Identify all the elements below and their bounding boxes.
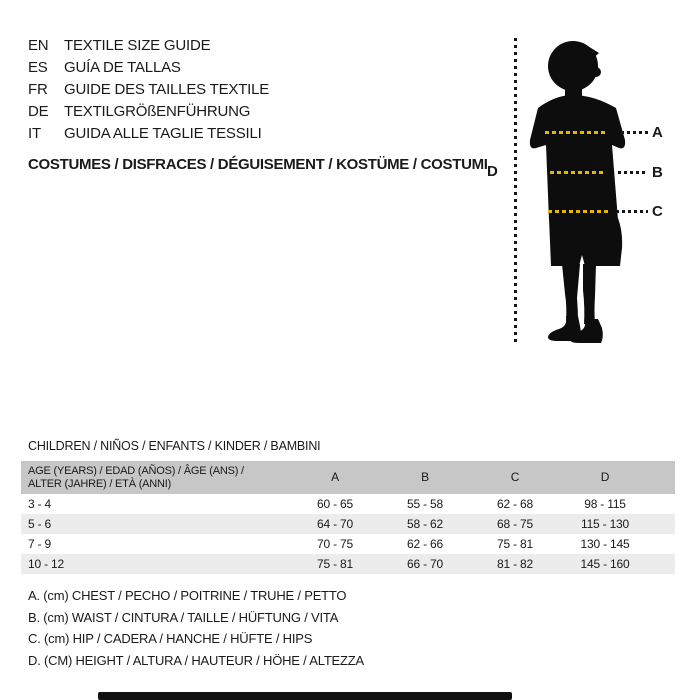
section-title-children: CHILDREN / NIÑOS / ENFANTS / KINDER / BAMBINI [28, 439, 321, 453]
age-cell: 7 - 9 [28, 537, 52, 551]
height-cell: 115 - 130 [580, 517, 630, 531]
language-row-en [28, 37, 210, 55]
hip-cell: 62 - 68 [497, 497, 533, 511]
measure-label-b: B [652, 164, 663, 181]
height-cell: 98 - 115 [584, 497, 626, 511]
language-label: TEXTILGRÖßENFÜHRUNG [64, 103, 251, 120]
language-row-it [28, 125, 262, 143]
column-header-c: C [510, 470, 520, 484]
language-label: GUÍA DE TALLAS [64, 59, 181, 76]
bottom-bar [98, 692, 512, 700]
age-header-line1: AGE (YEARS) / EDAD (AÑOS) / ÂGE (ANS) / [28, 464, 244, 477]
legend-hip: C. (cm) HIP / CADERA / HANCHE / HÜFTE / HIPS [28, 631, 313, 646]
category-title: COSTUMES / DISFRACES / DÉGUISEMENT / KOSTÜME / COSTUMI [28, 156, 488, 173]
legend-chest: A. (cm) CHEST / PECHO / POITRINE / TRUHE / PETTO [28, 588, 347, 603]
hip-cell: 75 - 81 [497, 537, 533, 551]
language-code: ES [28, 59, 48, 76]
column-header-b: B [421, 470, 429, 484]
age-column-header [21, 465, 290, 491]
language-code: EN [28, 37, 49, 54]
waist-cell: 58 - 62 [407, 517, 443, 531]
language-label: GUIDE DES TAILLES TEXTILE [64, 81, 270, 98]
legend-height: D. (CM) HEIGHT / ALTURA / HAUTEUR / HÖHE / ALTEZZA [28, 653, 364, 668]
age-cell: 10 - 12 [28, 557, 64, 571]
child-silhouette [525, 38, 630, 345]
height-cell: 145 - 160 [580, 557, 630, 571]
height-cell: 130 - 145 [580, 537, 630, 551]
measure-label-a: A [652, 124, 663, 141]
age-cell: 5 - 6 [28, 517, 52, 531]
chest-cell: 60 - 65 [317, 497, 353, 511]
measure-label-c: C [652, 203, 663, 220]
size-table [21, 461, 675, 574]
hip-cell: 68 - 75 [497, 517, 533, 531]
waist-dash-line [550, 171, 606, 174]
table-row [21, 554, 675, 574]
chest-cell: 75 - 81 [317, 557, 353, 571]
hip-leader-dots [616, 210, 648, 213]
language-row-de [28, 103, 250, 121]
size-table-header [21, 461, 675, 494]
waist-cell: 55 - 58 [407, 497, 443, 511]
age-cell: 3 - 4 [28, 497, 52, 511]
measure-label-d: D [487, 163, 498, 180]
table-row [21, 534, 675, 554]
waist-leader-dots [618, 171, 648, 174]
table-row [21, 494, 675, 514]
chest-leader-dots [621, 131, 648, 134]
language-code: FR [28, 81, 48, 98]
chest-cell: 64 - 70 [317, 517, 353, 531]
language-code: DE [28, 103, 49, 120]
height-dotted-line [514, 38, 517, 345]
waist-cell: 62 - 66 [407, 537, 443, 551]
legend-waist: B. (cm) WAIST / CINTURA / TAILLE / HÜFTUNG / VITA [28, 610, 339, 625]
language-row-es [28, 59, 181, 77]
language-label: GUIDA ALLE TAGLIE TESSILI [64, 125, 262, 142]
language-row-fr [28, 81, 269, 99]
waist-cell: 66 - 70 [407, 557, 443, 571]
table-row [21, 514, 675, 534]
column-header-d: D [600, 470, 610, 484]
age-header-line2: ALTER (JAHRE) / ETÀ (ANNI) [28, 477, 172, 490]
hip-dash-line [548, 210, 608, 213]
language-label: TEXTILE SIZE GUIDE [64, 37, 211, 54]
chest-dash-line [545, 131, 608, 134]
chest-cell: 70 - 75 [317, 537, 353, 551]
hip-cell: 81 - 82 [497, 557, 533, 571]
column-header-a: A [331, 470, 339, 484]
language-code: IT [28, 125, 41, 142]
